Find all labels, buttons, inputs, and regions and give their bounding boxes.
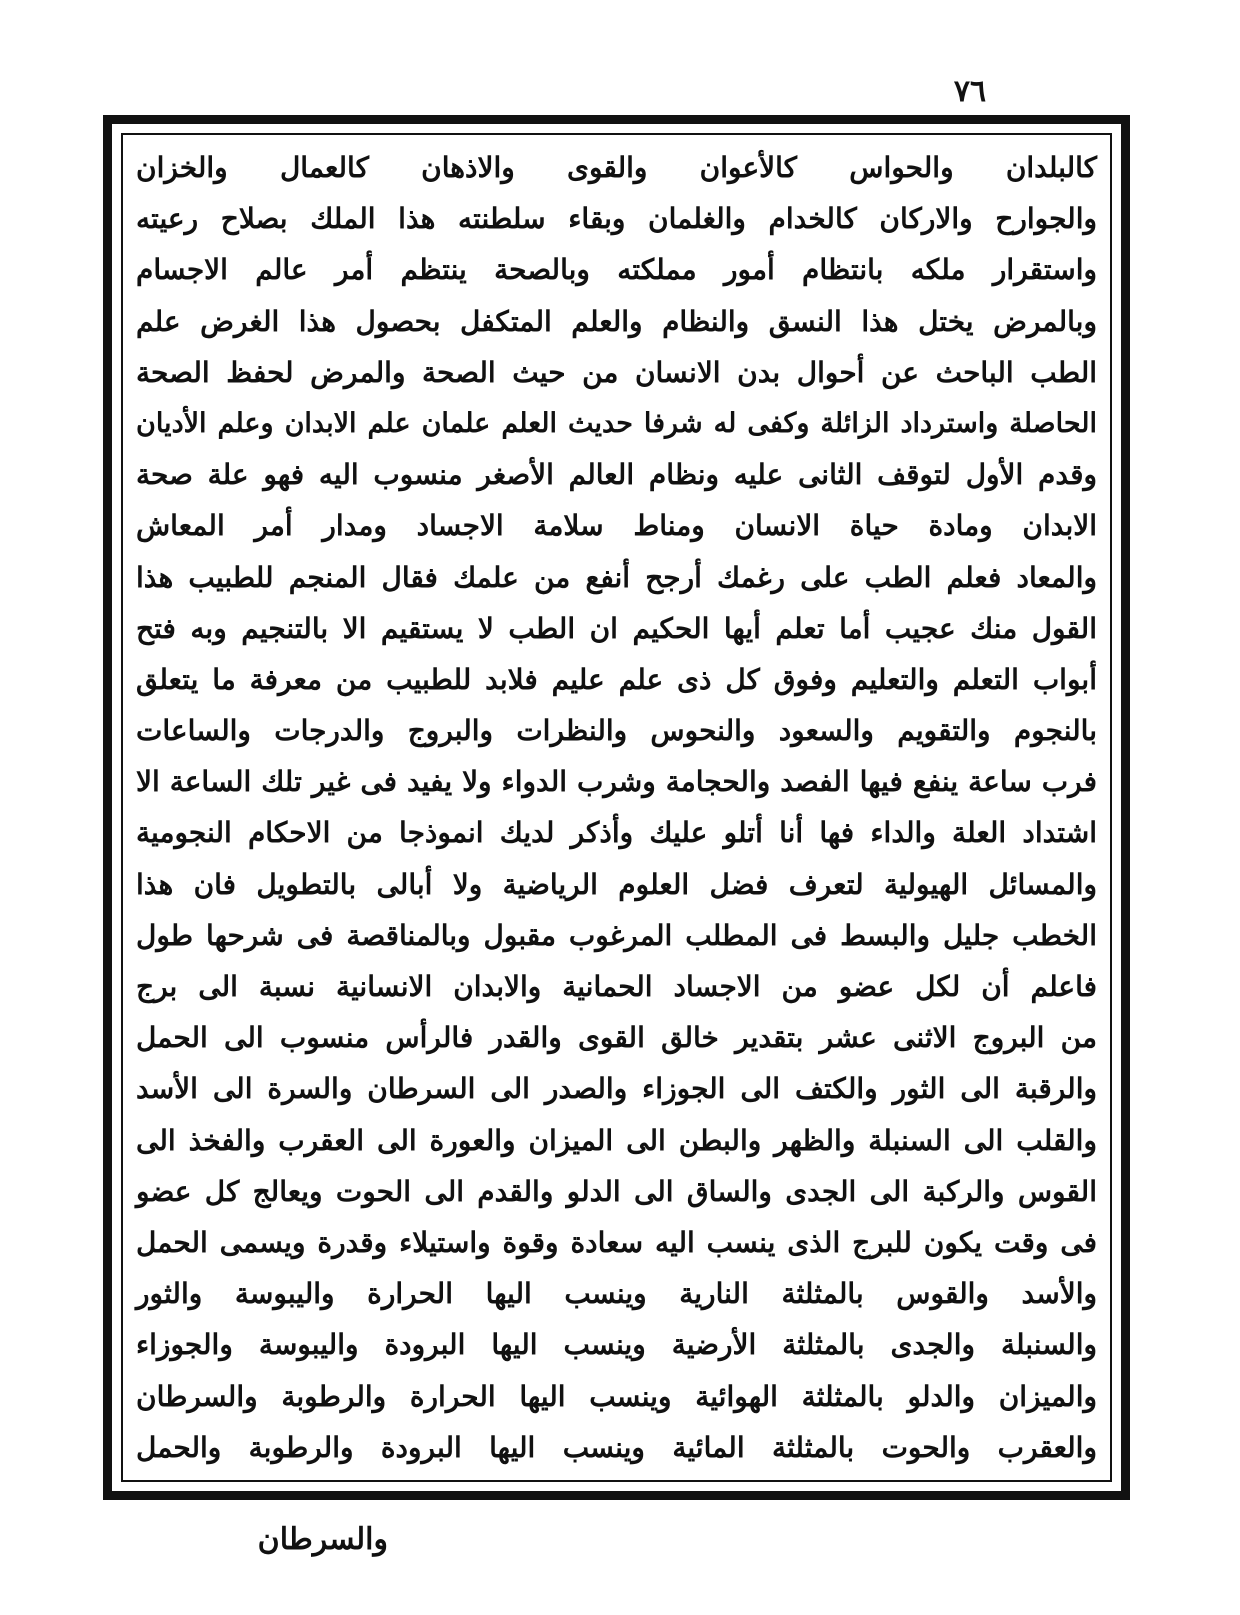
- text-line: والعقرب والحوت بالمثلثة المائية وينسب اليها البرودة والرطوبة والحمل: [136, 1430, 1097, 1464]
- text-line: والجوارح والاركان كالخدام والغلمان وبقاء سلطنته هذا الملك بصلاح رعيته: [136, 202, 1097, 236]
- text-line: اشتداد العلة والداء فها أنا أتلو عليك وأذكر لديك انموذجا من الاحكام النجومية: [136, 816, 1097, 850]
- catchword: والسرطان: [257, 1522, 388, 1557]
- text-line: الحاصلة واسترداد الزائلة وكفى له شرفا حديث العلم علمان علم الابدان وعلم الأديان: [136, 407, 1097, 439]
- text-line: أبواب التعلم والتعليم وفوق كل ذى علم عليم فلابد للطبيب من معرفة ما يتعلق: [136, 662, 1097, 696]
- text-line: والمعاد فعلم الطب على رغمك أرجح أنفع من علمك فقال المنجم للطبيب هذا: [136, 560, 1097, 594]
- text-line: واستقرار ملكه بانتظام أمور مملكته وبالصحة ينتظم أمر عالم الاجسام: [136, 253, 1097, 287]
- text-line: القول منك عجيب أما تعلم أيها الحكيم ان الطب لا يستقيم الا بالتنجيم وبه فتح: [136, 611, 1097, 645]
- text-line: والأسد والقوس بالمثلثة النارية وينسب اليها الحرارة واليبوسة والثور: [136, 1277, 1097, 1311]
- text-line: كالبلدان والحواس كالأعوان والقوى والاذهان كالعمال والخزان: [136, 151, 1097, 184]
- text-line: القوس والركبة الى الجدى والساق الى الدلو والقدم الى الحوت ويعالج كل عضو: [136, 1174, 1097, 1208]
- text-line: وبالمرض يختل هذا النسق والنظام والعلم المتكفل بحصول هذا الغرض علم: [136, 304, 1097, 338]
- text-line: الابدان ومادة حياة الانسان ومناط سلامة الاجساد ومدار أمر المعاش: [136, 509, 1097, 543]
- text-line: بالنجوم والتقويم والسعود والنحوس والنظرات والبروج والدرجات والساعات: [136, 714, 1097, 748]
- text-line: فاعلم أن لكل عضو من الاجساد الحمانية والابدان الانسانية نسبة الى برج: [136, 970, 1097, 1003]
- page-number: ٧٦: [953, 74, 987, 109]
- text-line: الطب الباحث عن أحوال بدن الانسان من حيث الصحة والمرض لحفظ الصحة: [136, 355, 1097, 389]
- text-line: والمسائل الهيولية لتعرف فضل العلوم الرياضية ولا أبالى بالتطويل فان هذا: [136, 867, 1098, 901]
- text-line: والسنبلة والجدى بالمثلثة الأرضية وينسب اليها البرودة واليبوسة والجوزاء: [136, 1328, 1097, 1362]
- text-line: والقلب الى السنبلة والظهر والبطن الى الميزان والعورة الى العقرب والفخذ الى: [136, 1123, 1097, 1157]
- text-line: فى وقت يكون للبرج الذى ينسب اليه سعادة وقوة واستيلاء وقدرة ويسمى الحمل: [136, 1225, 1097, 1259]
- text-line: والرقبة الى الثور والكتف الى الجوزاء والصدر الى السرطان والسرة الى الأسد: [136, 1072, 1097, 1106]
- body-text: [130, 142, 1103, 1473]
- text-line: الخطب جليل والبسط فى المطلب المرغوب مقبول وبالمناقصة فى شرحها طول: [136, 918, 1097, 952]
- text-line: وقدم الأول لتوقف الثانى عليه ونظام العالم الأصغر منسوب اليه فهو علة صحة: [136, 458, 1097, 492]
- text-line: من البروج الاثنى عشر بتقدير خالق القوى والقدر فالرأس منسوب الى الحمل: [136, 1021, 1097, 1055]
- text-line: والميزان والدلو بالمثلثة الهوائية وينسب اليها الحرارة والرطوبة والسرطان: [136, 1379, 1097, 1413]
- text-line: فرب ساعة ينفع فيها الفصد والحجامة وشرب الدواء ولا يفيد فى غير تلك الساعة الا: [136, 765, 1097, 799]
